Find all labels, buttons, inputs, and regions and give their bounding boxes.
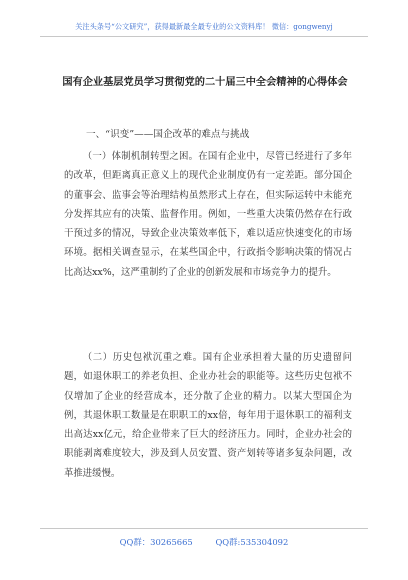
paragraph-2: （二）历史包袱沉重之难。国有企业承担着大量的历史遗留问题，如退休职工的养老负担、企业办社会的职能等。这些历史包袱不仅增加了企业的经营成本，还分散了企业的精力。以某大型国企为例，其退休职工数量是在职职工的xx倍，每年用于退休职工的福利支出高达xx亿元，给企业带来了巨大的经济压力。同时，企业办社会的职能剥离难度较大，涉及到人员安置、资产划转等诸多复杂问题，改革推进缓慢。: [64, 352, 352, 479]
footer-qq-group-2: QQ群:535304092: [215, 537, 289, 547]
header-divider: [40, 36, 368, 37]
paragraph-1: （一）体制机制转型之困。在国有企业中，尽管已经进行了多年的改革，但距离真正意义上的现代企业制度仍有一定差距。部分国企的董事会、监事会等治理结构虽然形式上存在，但实际运转中未能充分发挥其应有的决策、监督作用。例如，一些重大决策仍然存在行政干预过多的情况，导致企业决策效率低下，难以适应快速变化的市场环境。据相关调查显示，在某些国企中，行政指令影响决策的情况占比高达xx%，这严重制约了企业的创新发展和市场竞争力的提升。: [64, 151, 352, 278]
document-title: 国有企业基层党员学习贯彻党的二十届三中全会精神的心得体会: [62, 76, 348, 88]
section-heading: 一、“识变”——国企改革的难点与挑战: [86, 129, 250, 140]
footer-qq-group-1: QQ群：30265665: [119, 537, 193, 547]
header-promo-note: 关注头条号“公文研究”，获得最新最全最专业的公文资料库！ 微信：gongwenyj: [75, 22, 333, 31]
footer: [0, 536, 408, 548]
footer-divider: [40, 528, 368, 529]
